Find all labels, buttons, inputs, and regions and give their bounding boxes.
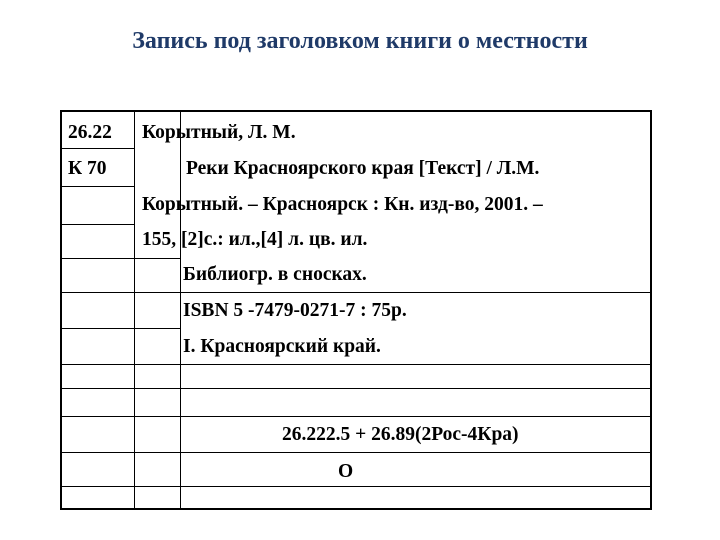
rule-line [62, 258, 180, 259]
rule-line [62, 292, 650, 293]
bibliography-note: Библиогр. в сносках. [183, 264, 367, 285]
title-statement: Реки Красноярского края [Текст] / Л.М. [186, 158, 540, 179]
classification-code: 26.222.5 + 26.89(2Рос-4Кра) [282, 424, 519, 445]
rule-line [62, 224, 134, 225]
author-mark: О [338, 461, 354, 482]
rule-line [62, 416, 650, 417]
publication-line: Корытный. – Красноярск : Кн. изд-во, 2001. – [142, 194, 543, 215]
column-divider-left [134, 112, 135, 508]
tracing-line: I. Красноярский край. [183, 336, 381, 357]
rule-line [62, 186, 134, 187]
heading: Корытный, Л. М. [142, 122, 296, 143]
author-sign: К 70 [68, 158, 107, 179]
catalog-card [60, 110, 652, 510]
page-title: Запись под заголовком книги о местности [132, 28, 588, 54]
rule-line [62, 452, 650, 453]
rule-line [62, 364, 650, 365]
rule-line [62, 328, 180, 329]
rule-line [62, 388, 650, 389]
rule-line [62, 486, 650, 487]
isbn-line: ISBN 5 -7479-0271-7 : 75р. [183, 300, 407, 321]
rule-line [62, 148, 134, 149]
classification-index: 26.22 [68, 122, 112, 143]
physical-description: 155, [2]с.: ил.,[4] л. цв. ил. [142, 229, 368, 250]
column-divider-right [180, 112, 181, 508]
